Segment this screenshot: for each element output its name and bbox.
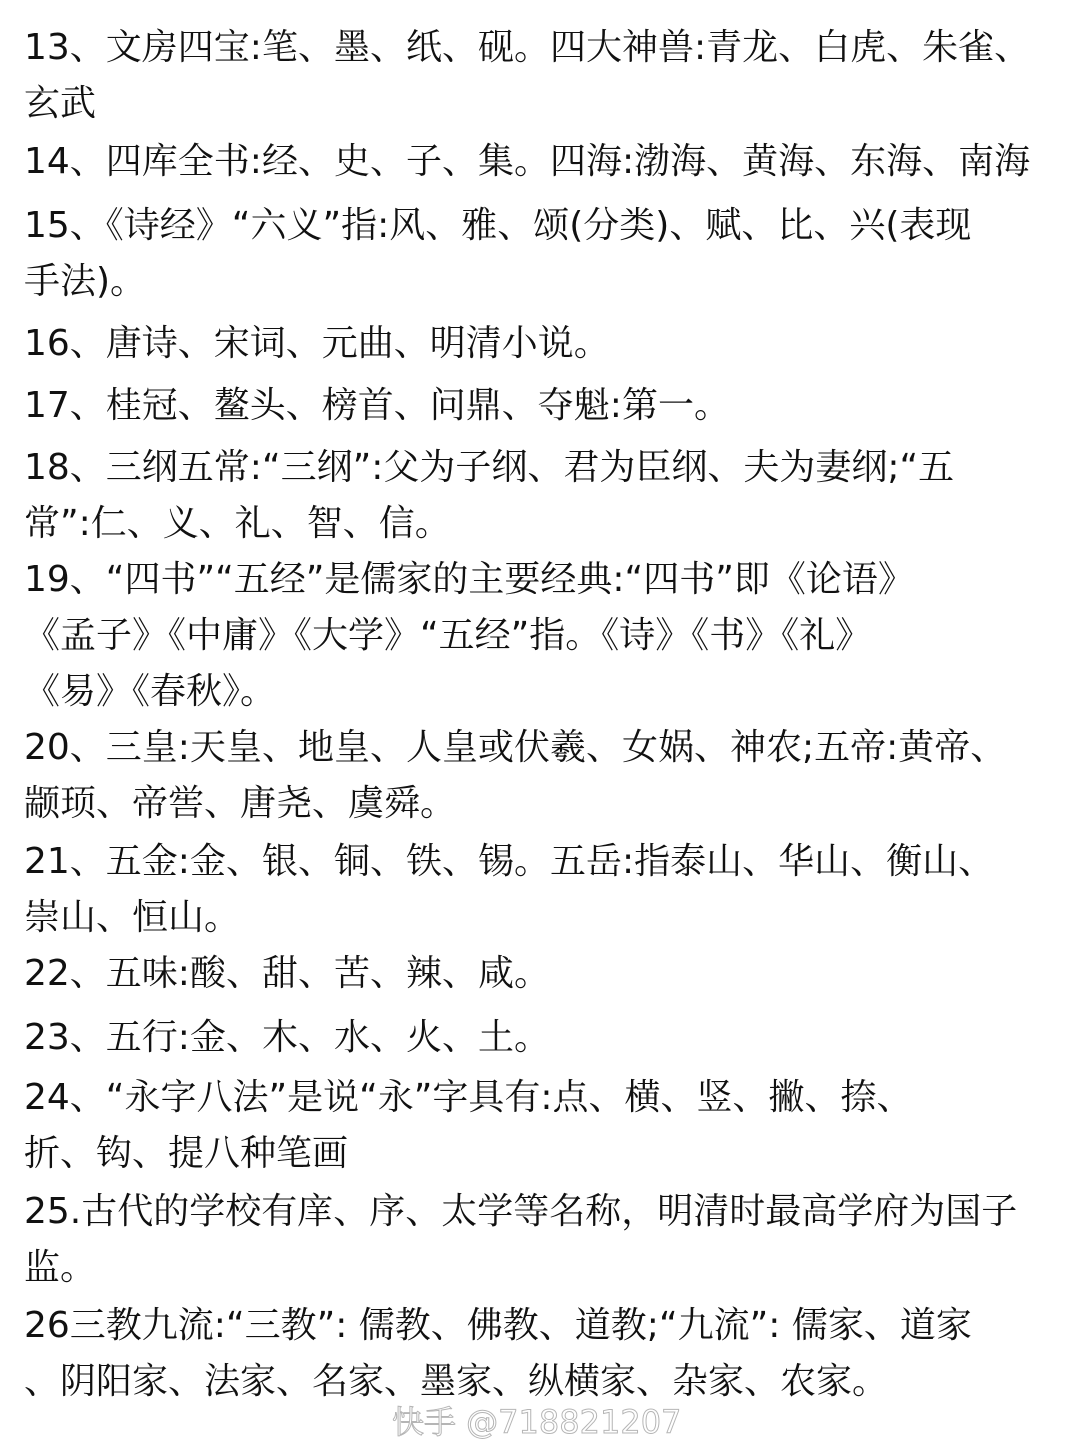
item-13-line-2: 玄武 — [24, 83, 97, 124]
item-24 — [24, 1070, 1074, 1182]
item-24-line-2: 折、钩、提八种笔画 — [24, 1133, 349, 1174]
item-19-line-1: 19、“四书”“五经”是儒家的主要经典:“四书”即《论语》 — [24, 559, 914, 600]
item-25-line-2: 监。 — [24, 1247, 97, 1288]
item-21 — [24, 834, 1074, 946]
item-13 — [24, 20, 1074, 132]
item-16 — [24, 316, 1074, 372]
item-21-line-2: 崇山、恒山。 — [24, 897, 241, 938]
item-26 — [24, 1298, 1074, 1410]
item-26-line-1: 26三教九流:“三教”: 儒教、佛教、道教;“九流”: 儒家、道家 — [24, 1305, 972, 1346]
item-20-line-2: 颛顼、帝喾、唐尧、虞舜。 — [24, 783, 457, 824]
item-25 — [24, 1184, 1074, 1296]
item-18 — [24, 440, 1074, 552]
item-21-line-1: 21、五金:金、银、铜、铁、锡。五岳:指泰山、华山、衡山、 — [24, 841, 995, 882]
item-16-line-1: 16、唐诗、宋词、元曲、明清小说。 — [24, 323, 610, 364]
item-23-line-1: 23、五行:金、木、水、火、土。 — [24, 1017, 550, 1058]
item-19-line-2: 《孟子》《中庸》《大学》“五经”指。《诗》《书》《礼》 — [24, 615, 872, 656]
item-14 — [24, 134, 1074, 190]
item-20 — [24, 720, 1074, 832]
item-24-line-1: 24、“永字八法”是说“永”字具有:点、横、竖、撇、捺、 — [24, 1077, 913, 1118]
item-26-line-2: 、阴阳家、法家、名家、墨家、纵横家、杂家、农家。 — [24, 1361, 889, 1402]
item-18-line-2: 常”:仁、义、礼、智、信。 — [24, 503, 451, 544]
item-15-line-2: 手法)。 — [24, 261, 147, 302]
item-17 — [24, 378, 1074, 434]
item-22-line-1: 22、五味:酸、甜、苦、辣、咸。 — [24, 953, 550, 994]
item-19-line-3: 《易》《春秋》。 — [24, 671, 277, 712]
item-15 — [24, 198, 1074, 310]
item-20-line-1: 20、三皇:天皇、地皇、人皇或伏羲、女娲、神农;五帝:黄帝、 — [24, 727, 1007, 768]
item-13-line-1: 13、文房四宝:笔、墨、纸、砚。四大神兽:青龙、白虎、朱雀、 — [24, 27, 1031, 68]
watermark: 快手 @718821207 — [392, 1403, 682, 1441]
item-23 — [24, 1010, 1074, 1066]
item-15-line-1: 15、《诗经》“六义”指:风、雅、颂(分类)、赋、比、兴(表现 — [24, 205, 972, 246]
item-19 — [24, 552, 1074, 720]
item-25-line-1: 25.古代的学校有庠、序、太学等名称，明清时最高学府为国子 — [24, 1191, 1018, 1232]
item-22 — [24, 946, 1074, 1002]
item-17-line-1: 17、桂冠、鳌头、榜首、问鼎、夺魁:第一。 — [24, 385, 730, 426]
item-18-line-1: 18、三纲五常:“三纲”:父为子纲、君为臣纲、夫为妻纲;“五 — [24, 447, 955, 488]
item-14-line-1: 14、四库全书:经、史、子、集。四海:渤海、黄海、东海、南海 — [24, 141, 1031, 182]
